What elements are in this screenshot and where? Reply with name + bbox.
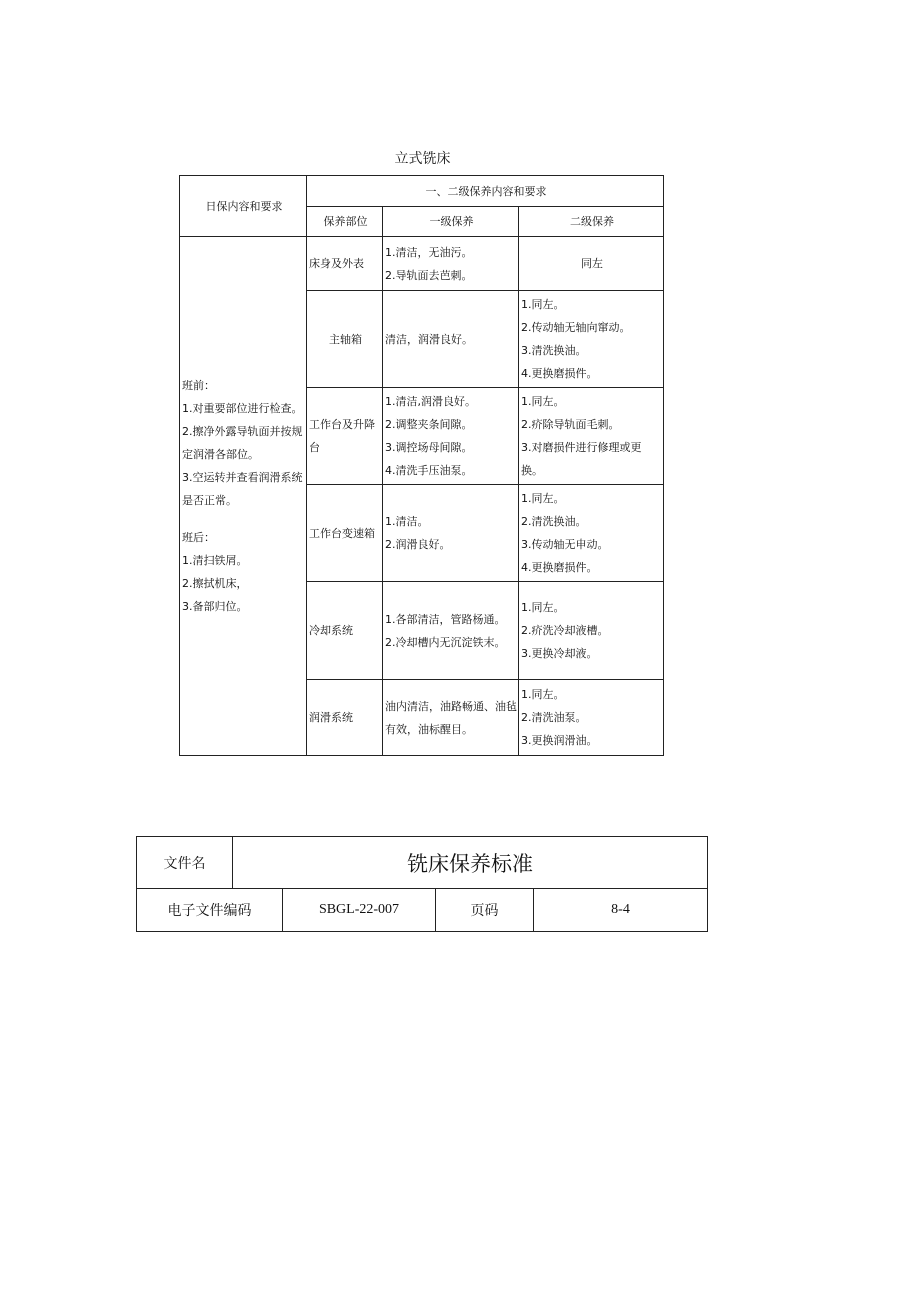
- level1-item: 油内清洁，油路畅通、油毡有效，油标醒目。: [385, 699, 517, 736]
- level1-item: 清洁，润滑良好。: [385, 332, 473, 346]
- level2-cell: [519, 582, 664, 680]
- level2-item: 1.同左。: [521, 298, 565, 311]
- table-header-row: [180, 176, 664, 207]
- level1-item: 1.清洁，无油污。: [385, 245, 473, 259]
- after-item: 2.擦拭机床，: [182, 577, 248, 590]
- level2-item: 4.更换磨损件。: [521, 367, 598, 380]
- level2-item: 1.同左。: [521, 395, 565, 408]
- part-cell: 冷却系统: [307, 582, 383, 680]
- table-row: [180, 237, 664, 291]
- daily-header: 日保内容和要求: [180, 176, 307, 237]
- before-item: 3.空运转并查看润滑系统是否正常。: [182, 471, 303, 507]
- level2-item: 2.疥除导轨面毛刺。: [521, 418, 620, 431]
- after-shift-title: 班后：: [182, 531, 215, 544]
- level1-item: 3.调控场母间隙。: [385, 441, 473, 454]
- level1-cell: [383, 388, 519, 485]
- level2-item: 2.清洗油泵。: [521, 711, 587, 724]
- document-info-table: [136, 836, 708, 932]
- part-cell: 润滑系统: [307, 680, 383, 756]
- level1-item: 1.清洁。: [385, 515, 429, 528]
- level2-item: 3.更换冷却液。: [521, 647, 598, 660]
- level1-cell: [383, 582, 519, 680]
- level2-item: 4.更换磨损件。: [521, 561, 598, 574]
- level1-cell: [383, 680, 519, 756]
- level1-item: 1.清洁,润滑良好。: [385, 395, 476, 408]
- file-name-value: 铣床保养标准: [233, 837, 708, 889]
- level2-item: 1.同左。: [521, 492, 565, 505]
- level2-item: 2.传动轴无轴向窜动。: [521, 321, 631, 334]
- level1-cell: [383, 291, 519, 388]
- before-shift-title: 班前：: [182, 379, 215, 392]
- level1-item: 1.各部清洁，管路杨通。: [385, 612, 506, 626]
- maintenance-table: [179, 175, 664, 756]
- level2-item: 3.清洗换油。: [521, 344, 587, 357]
- doc-code-value: SBGL-22-007: [283, 889, 436, 932]
- level2-cell: [519, 291, 664, 388]
- level1-header: 一级保养: [383, 207, 519, 237]
- part-cell: 工作台变速箱: [307, 485, 383, 582]
- part-cell: 主轴箱: [307, 291, 383, 388]
- doc-code-label: 电子文件编码: [137, 889, 283, 932]
- level2-item: 3.对磨损件进行修理或更换。: [521, 441, 642, 477]
- level1-cell: [383, 237, 519, 291]
- level2-cell: [519, 680, 664, 756]
- level1-item: 4.清洗手压油泵。: [385, 464, 473, 477]
- level1-item: 2.导轨面去芭刺。: [385, 268, 473, 282]
- level1-item: 2.调整夹条间隙。: [385, 418, 473, 431]
- level2-cell: [519, 388, 664, 485]
- level2-item: 3.更换润滑油。: [521, 734, 598, 747]
- level1-item: 2.润滑良好。: [385, 538, 451, 551]
- part-cell: 工作台及升降台: [307, 388, 383, 485]
- after-item: 3.备部归位。: [182, 600, 248, 613]
- page-label: 页码: [436, 889, 534, 932]
- after-item: 1.清扫铁屑。: [182, 554, 248, 567]
- group-header: 一、二级保养内容和要求: [307, 176, 664, 207]
- level2-item: 3.传动轴无申动。: [521, 538, 609, 551]
- level2-cell: [519, 485, 664, 582]
- level1-cell: [383, 485, 519, 582]
- daily-requirements: [180, 237, 307, 756]
- part-cell: 床身及外表: [307, 237, 383, 291]
- level2-item: 1.同左。: [521, 688, 565, 701]
- page-value: 8-4: [534, 889, 708, 932]
- level1-item: 2.冷却槽内无沉淀铁末。: [385, 635, 506, 649]
- level2-cell: 同左: [519, 237, 664, 291]
- level2-item: 1.同左。: [521, 601, 565, 614]
- level2-item: 2.清洗换油。: [521, 515, 587, 528]
- page-title: 立式铣床: [394, 151, 451, 167]
- level2-header: 二级保养: [519, 207, 664, 237]
- file-name-label: 文件名: [137, 837, 233, 889]
- before-item: 1.对重要部位进行检查。: [182, 402, 303, 415]
- before-item: 2.擦净外露导轨面并按规定润滑各部位。: [182, 425, 303, 461]
- part-header: 保养部位: [307, 207, 383, 237]
- level2-item: 2.疥洗冷却液槽。: [521, 624, 609, 637]
